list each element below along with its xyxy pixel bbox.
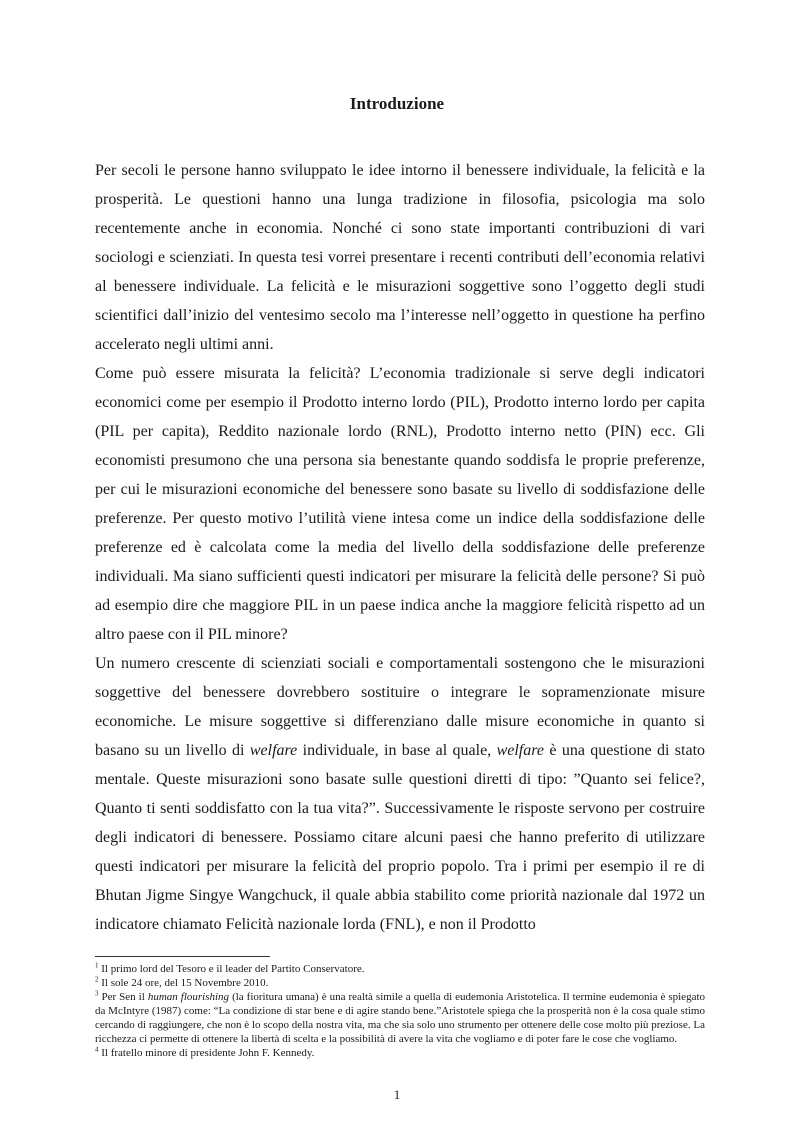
paragraph-3-text-a: Un numero crescente di scienziati sociali e comportamentali sostengono che le misurazioni soggettive del benessere dovrebbero sostituire o integrare le sopramenzionate misure economiche. Le misure soggettive si differenziano dalle misure economiche in quanto si basano su un livello di: [95, 655, 705, 759]
welfare-term: welfare: [249, 742, 298, 759]
footnote-text: (la fioritura umana) è una realtà simile a quella di eudemonia Aristotelica. Il termine eudemonia è spiegato da McIntyre (1987) come: “La condizione di star bene e di agire stando bene.”Aristotele spiega che la prosperità non è la cosa quale stimo cercando di raggiungere, che non è lo scopo della nostra vita, ma che sia solo uno strumento per ottenere delle cose molto più preziose. La ricchezza ci permette di ottenere la libertà di scelta e la possibilità di avere la vita che vogliamo e di poter fare le cose che vogliamo.: [95, 991, 706, 1045]
footnote-number: 4: [95, 1045, 99, 1054]
footnote-text: Il sole 24 ore, del 15 Novembre 2010.: [98, 977, 269, 989]
footnote-number: 1: [95, 961, 99, 970]
paragraph-3-text-b: individuale, in base al quale,: [297, 742, 497, 759]
paragraph-3: [95, 649, 705, 939]
footnote-separator: [95, 956, 270, 957]
footnotes: [95, 962, 705, 1060]
footnote-text: Il fratello minore di presidente John F. Kennedy.: [98, 1047, 315, 1059]
page-number: 1: [393, 1087, 401, 1102]
page-title: Introduzione: [349, 94, 445, 113]
footnote-text: Per Sen il: [98, 991, 148, 1003]
footnote-2: [95, 976, 705, 990]
main-text: [95, 156, 705, 939]
footnote-number: 2: [95, 975, 99, 984]
welfare-term: welfare: [496, 742, 544, 759]
paragraph-3-text-c: è una questione di stato mentale. Queste misurazioni sono basate sulle questioni diretti di tipo: ”Quanto sei felice?, Quanto ti senti soddisfatto con la tua vita?”. Successivamente le risposte servono per costruire degli indicatori di benessere. Possiamo citare alcuni paesi che hanno preferito di utilizzare questi indicatori per misurare la felicità del proprio popolo. Tra i primi per esempio il re di Bhutan Jigme Singye Wangchuck, il quale abbia stabilito come priorità nazionale dal 1972 un indicatore chiamato Felicità nazionale lorda (FNL), e non il Prodotto: [95, 742, 706, 933]
footnote-3: [95, 990, 705, 1046]
footnote-text: Il primo lord del Tesoro e il leader del Partito Conservatore.: [98, 963, 365, 975]
footnote-emphasis: human flourishing: [147, 991, 230, 1003]
paragraph-2: Come può essere misurata la felicità? L’economia tradizionale si serve degli indicatori economici come per esempio il Prodotto interno lordo (PIL), Prodotto interno lordo per capita (PIL per capita), Reddito nazionale lordo (RNL), Prodotto interno netto (PIN) ecc. Gli economisti presumono che una persona sia benestante quando soddisfa le proprie preferenze, per cui le misurazioni economiche del benessere sono basate su livello di soddisfazione delle preferenze. Per questo motivo l’utilità viene intesa come un indice della soddisfazione delle preferenze ed è calcolata come la media del livello della soddisfazione delle preferenze individuali. Ma siano sufficienti questi indicatori per misurare la felicità delle persone? Si può ad esempio dire che maggiore PIL in un paese indica anche la maggiore felicità rispetto ad un altro paese con il PIL minore?: [95, 365, 705, 643]
footnote-1: [95, 962, 705, 976]
footnote-4: [95, 1046, 705, 1060]
footnote-number: 3: [95, 989, 99, 998]
paragraph-1: Per secoli le persone hanno sviluppato le idee intorno il benessere individuale, la felicità e la prosperità. Le questioni hanno una lunga tradizione in filosofia, psicologia ma solo recentemente anche in economia. Nonché ci sono state importanti contribuzioni di vari sociologi e scienziati. In questa tesi vorrei presentare i recenti contributi dell’economia relativi al benessere individuale. La felicità e le misurazioni soggettive sono l’oggetto degli studi scientifici dall’inizio del ventesimo secolo ma l’interesse nell’oggetto in questione ha perfino accelerato negli ultimi anni.: [95, 162, 705, 353]
